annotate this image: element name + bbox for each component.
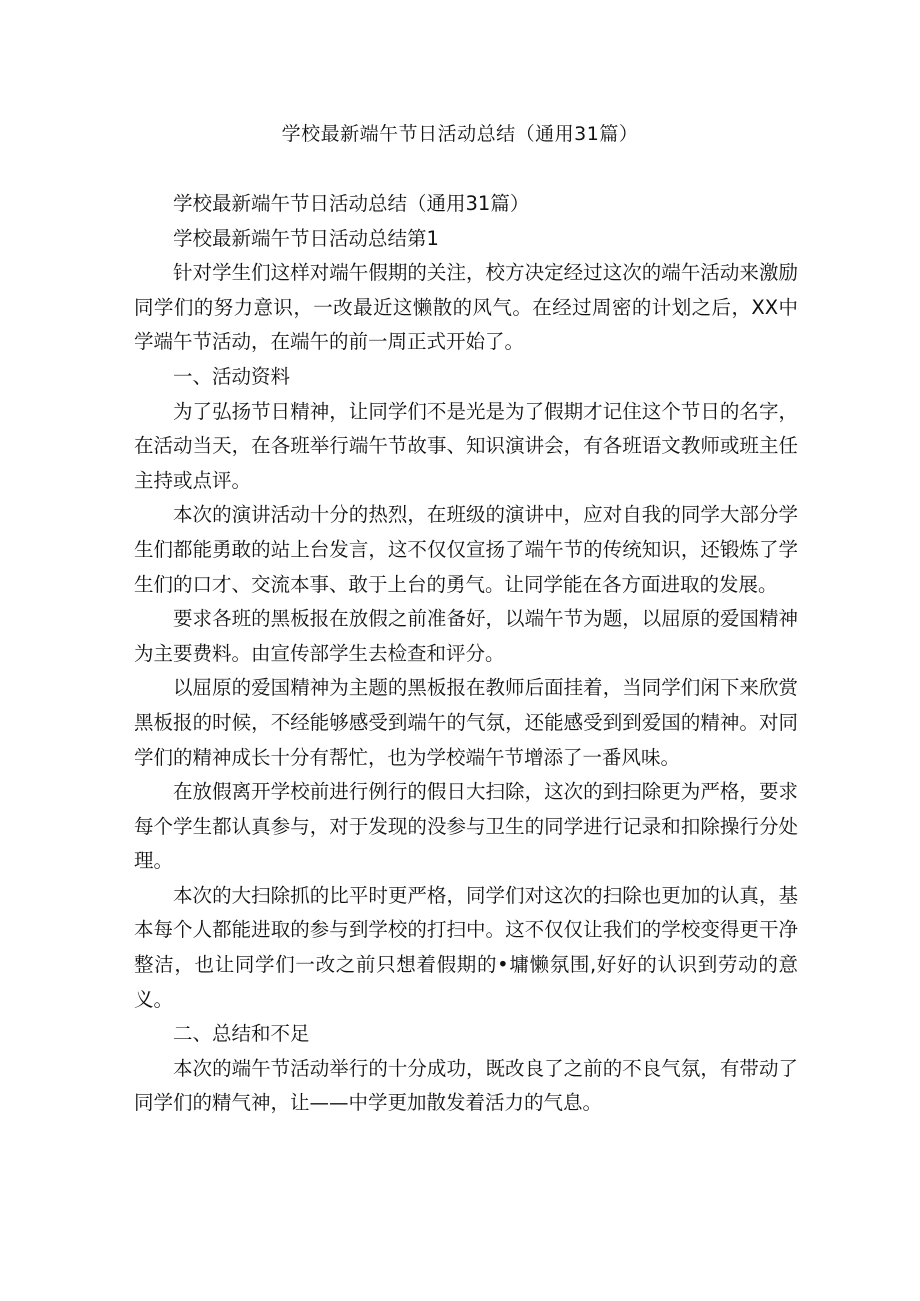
subtitle-paragraph: 学校最新端午节日活动总结（通用31篇） <box>173 192 530 215</box>
summary-paragraph: 本次的端午节活动举行的十分成功，既改良了之前的不良气氛，有带动了同学们的精气神，让——中学更加散发着活力的气息。 <box>134 1056 798 1115</box>
intro-paragraph: 针对学生们这样对端午假期的关注，校方决定经过这次的端午活动来激励同学们的努力意识，一改最近这懒散的风气。在经过周密的计划之后，XX中学端午节活动，在端午的前一周正式开始了。 <box>134 261 798 354</box>
body-paragraph-speech: 为了弘扬节日精神，让同学们不是光是为了假期才记住这个节日的名字，在活动当天，在各班举行端午节故事、知识演讲会，有各班语文教师或班主任主持或点评。 <box>134 399 798 492</box>
document-title: 学校最新端午节日活动总结（通用31篇） <box>281 123 639 145</box>
body-paragraph-cleaning: 在放假离开学校前进行例行的假日大扫除，这次的到扫除更为严格，要求每个学生都认真参与，对于发现的没参与卫生的同学进行记录和扣除操行分处理。 <box>134 780 798 873</box>
body-paragraph-cleaning-result: 本次的大扫除抓的比平时更严格，同学们对这次的扫除也更加的认真，基本每个人都能进取的参与到学校的打扫中。这不仅仅让我们的学校变得更干净整洁，也让同学们一改之前只想着假期的•墉懒氛围,好好的认识到劳动的意义。 <box>134 883 798 1011</box>
section-heading-summary: 二、总结和不足 <box>173 1022 310 1046</box>
body-paragraph-blackboard: 要求各班的黑板报在放假之前准备好，以端午节为题，以屈原的爱国精神为主要费料。由宣传部学生去检查和评分。 <box>134 607 798 665</box>
body-paragraph-speech-result: 本次的演讲活动十分的热烈，在班级的演讲中，应对自我的同学大部分学生们都能勇敢的站上台发言，这不仅仅宣扬了端午节的传统知识，还锻炼了学生们的口才、交流本事、敢于上台的勇气。让同学能在各方面进取的发展。 <box>134 503 798 596</box>
body-paragraph-blackboard-result: 以屈原的爱国精神为主题的黑板报在教师后面挂着，当同学们闲下来欣赏黑板报的时候，不经能够感受到端午的气氛，还能感受到到爱国的精神。对同学们的精神成长十分有帮忙，也为学校端午节增添了一番风味。 <box>134 676 798 769</box>
section-heading-activity: 一、活动资料 <box>173 364 291 388</box>
document-body <box>134 187 798 1121</box>
section-heading-part1: 学校最新端午节日活动总结第1 <box>173 226 439 250</box>
